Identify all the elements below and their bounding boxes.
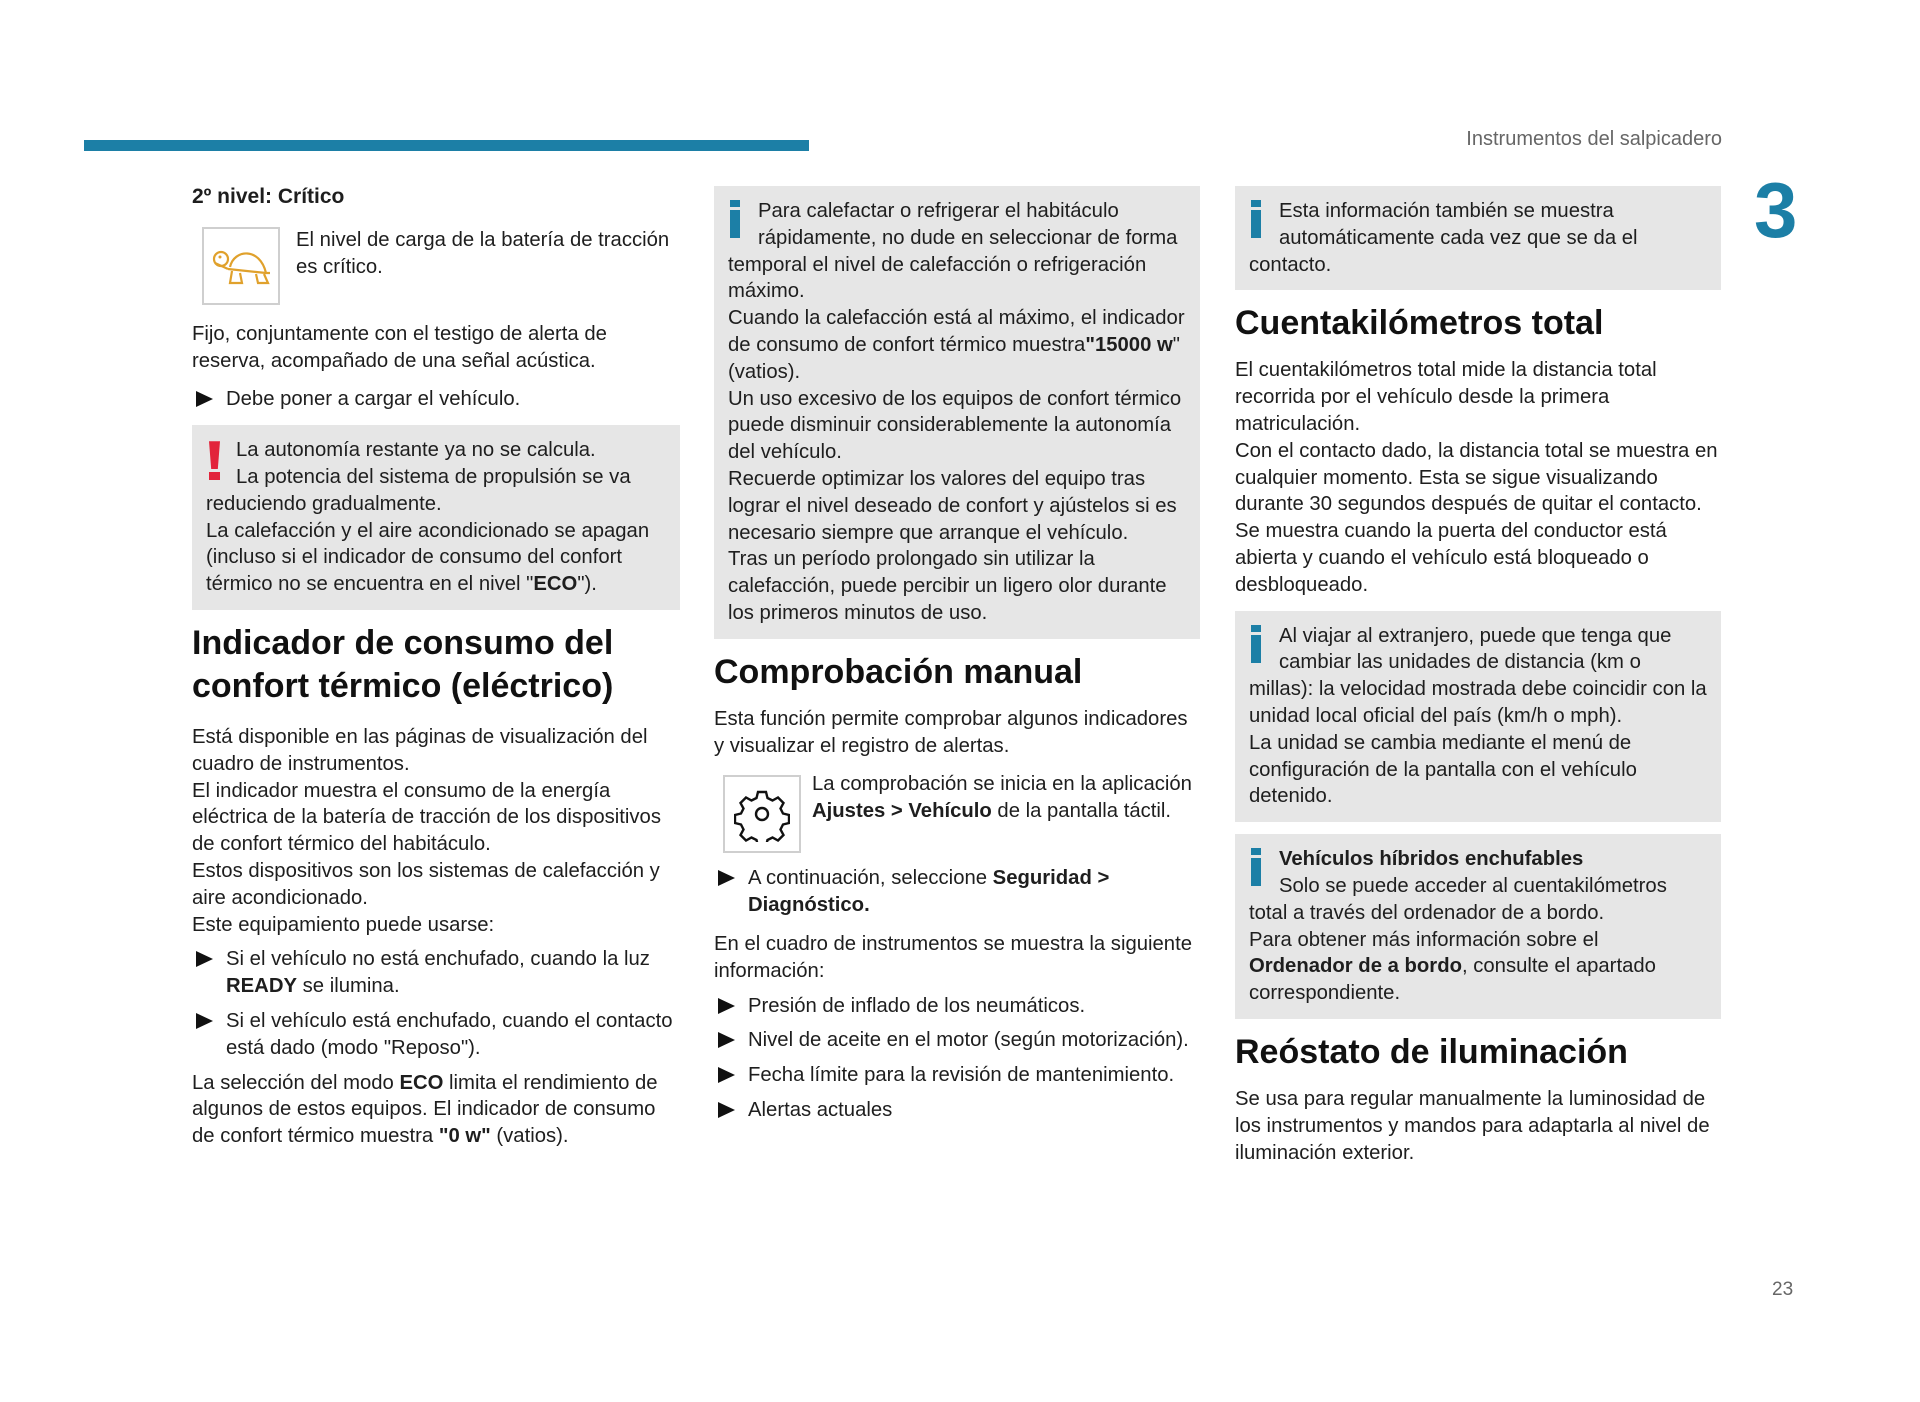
text-run: Recuerde optimizar los valores del equipo tras lograr el nivel deseado de confort y ajústelos si es necesario siempre que arranque el vehículo. bbox=[728, 467, 1177, 544]
text-run: Este equipamiento puede usarse: bbox=[192, 913, 495, 936]
warning-exclamation-icon bbox=[206, 437, 232, 477]
dimmer-paragraph: Se usa para regular manualmente la luminosidad de los instrumentos y mandos para adaptarla al nivel de iluminación exterior. bbox=[1235, 1087, 1710, 1164]
text-run: Al viajar al extranjero, puede que tenga que cambiar las unidades de distancia (km o millas): la velocidad mostrada debe coincidir con la unidad local oficial del país (km/h o mph). bbox=[1249, 624, 1707, 727]
bold-text: READY bbox=[226, 975, 297, 998]
list-item bbox=[714, 993, 1200, 1020]
section-heading-thermal: Indicador de consumo del confort térmico (eléctrico) bbox=[192, 623, 614, 705]
info-box bbox=[1235, 186, 1721, 290]
chapter-number: 3 bbox=[1754, 166, 1798, 254]
text-run: El cuentakilómetros total mide la distancia total recorrida por el vehículo desde la primera matriculación. bbox=[1235, 359, 1657, 435]
info-icon bbox=[1249, 846, 1275, 886]
text-run: La autonomía restante ya no se calcula. bbox=[236, 439, 596, 462]
bullet-text: Debe poner a cargar el vehículo. bbox=[226, 388, 521, 411]
warning-box bbox=[192, 425, 680, 610]
text-run: Está disponible en las páginas de visualización del cuadro de instrumentos. bbox=[192, 725, 648, 775]
bullet-text bbox=[226, 948, 650, 997]
header-accent-bar bbox=[84, 140, 809, 151]
bullet-item bbox=[714, 865, 1200, 919]
triangle-bullet-icon bbox=[718, 1067, 735, 1083]
odometer-paragraph bbox=[1235, 357, 1721, 598]
bullet-text bbox=[226, 1010, 673, 1059]
gear-row bbox=[714, 771, 1200, 853]
list-text: Alertas actuales bbox=[748, 1098, 893, 1121]
info-icon bbox=[1249, 623, 1275, 663]
level-text: El nivel de carga de la batería de tracción es crítico. bbox=[296, 228, 670, 278]
bold-text: Seguridad > Diagnóstico. bbox=[748, 867, 1110, 917]
list-item bbox=[714, 1062, 1200, 1089]
text-run: Con el contacto dado, la distancia total se muestra en cualquier momento. Esta se sigue visualizando durante 30 segundos después de quitar el contacto. Se muestra cuando la puerta del conductor está abierta y cuando el vehículo está bloqueado o desbloqueado. bbox=[1235, 439, 1718, 596]
page-number: 23 bbox=[1772, 1279, 1794, 1300]
info-text bbox=[1249, 623, 1707, 811]
section-title: Instrumentos del salpicadero bbox=[1466, 128, 1722, 150]
text-run: Esta información también se muestra automáticamente cada vez que se da el contacto. bbox=[1249, 200, 1638, 276]
section-heading-odometer: Cuentakilómetros total bbox=[1235, 304, 1604, 343]
bold-text: Vehículos híbridos enchufables bbox=[1279, 848, 1584, 871]
thermal-paragraph bbox=[192, 724, 680, 938]
text-run: La comprobación se inicia en la aplicación bbox=[812, 773, 1192, 796]
bold-text: Ordenador de a bordo bbox=[1249, 955, 1462, 978]
triangle-bullet-icon bbox=[718, 1102, 735, 1118]
text-run: de la pantalla táctil. bbox=[991, 800, 1172, 823]
triangle-bullet-icon bbox=[718, 998, 735, 1014]
column-1 bbox=[192, 184, 680, 1150]
text-run: Si el vehículo no está enchufado, cuando la luz bbox=[226, 948, 650, 971]
eco-paragraph bbox=[192, 1070, 680, 1150]
triangle-bullet-icon bbox=[718, 870, 735, 886]
text-run: Cuando la calefacción está al máximo, el indicador de consumo de confort térmico muestra bbox=[728, 307, 1185, 356]
level-title: 2º nivel: Crítico bbox=[192, 185, 345, 208]
info-box bbox=[714, 186, 1200, 639]
warning-text bbox=[206, 437, 666, 598]
triangle-bullet-icon bbox=[196, 391, 213, 407]
gear-icon bbox=[723, 775, 801, 853]
text-run: Tras un período prolongado sin utilizar la calefacción, puede percibir un ligero olor durante los primeros minutos de uso. bbox=[728, 548, 1167, 624]
bold-text: ECO bbox=[533, 573, 578, 596]
level-row bbox=[192, 227, 680, 305]
info-text bbox=[728, 198, 1186, 627]
text-run: Solo se puede acceder al cuentakilómetros total a través del ordenador de a bordo. bbox=[1249, 874, 1667, 924]
bullet-item bbox=[192, 946, 680, 1000]
gear-text bbox=[812, 771, 1200, 825]
list-text: Fecha límite para la revisión de mantenimiento. bbox=[748, 1064, 1175, 1087]
section-heading-manual-check: Comprobación manual bbox=[714, 652, 1083, 691]
reserve-paragraph: Fijo, conjuntamente con el testigo de alerta de reserva, acompañado de una señal acústica. bbox=[192, 322, 607, 372]
column-2 bbox=[714, 186, 1200, 1124]
triangle-bullet-icon bbox=[196, 1013, 213, 1029]
triangle-bullet-icon bbox=[196, 951, 213, 967]
bullet-text bbox=[748, 867, 1109, 916]
text-run: Para calefactar o refrigerar el habitáculo rápidamente, no dude en seleccionar de forma temporal el nivel de calefacción o refrigeración máximo. bbox=[728, 200, 1178, 303]
info-box bbox=[1235, 611, 1721, 823]
text-run: La calefacción y el aire acondicionado se apagan (incluso si el indicador de consumo del confort térmico no se encuentra en el nivel " bbox=[206, 519, 650, 596]
text-run: "). bbox=[577, 573, 597, 596]
text-run: La selección del modo bbox=[192, 1071, 400, 1094]
text-run: Un uso excesivo de los equipos de confort térmico puede disminuir considerablemente la autonomía del vehículo. bbox=[728, 387, 1182, 464]
text-run: A continuación, seleccione bbox=[748, 867, 993, 890]
info-icon bbox=[728, 198, 754, 238]
bold-text: Ajustes > Vehículo bbox=[812, 800, 992, 823]
text-run: El indicador muestra el consumo de la energía eléctrica de la batería de tracción de los dispositivos de confort térmico del habitáculo. bbox=[192, 779, 661, 856]
text-run: Si el vehículo está enchufado, cuando el contacto está dado (modo "Reposo"). bbox=[226, 1009, 673, 1059]
list-item bbox=[714, 1097, 1200, 1124]
list-text: Nivel de aceite en el motor (según motorización). bbox=[748, 1029, 1189, 1052]
bullet-item bbox=[192, 1008, 680, 1062]
section-heading-dimmer: Reóstato de iluminación bbox=[1235, 1032, 1628, 1071]
text-run: (vatios). bbox=[490, 1125, 569, 1148]
text-run: Para obtener más información sobre el bbox=[1249, 928, 1599, 951]
bold-text: "15000 w bbox=[1085, 333, 1173, 356]
bold-text: ECO bbox=[399, 1071, 444, 1094]
text-run: Estos dispositivos son los sistemas de calefacción y aire acondicionado. bbox=[192, 859, 660, 909]
bullet-item bbox=[192, 386, 680, 413]
manual-check-paragraph: Esta función permite comprobar algunos indicadores y visualizar el registro de alertas. bbox=[714, 707, 1188, 757]
text-run: se ilumina. bbox=[297, 975, 400, 998]
text-run: " (vatios). bbox=[728, 333, 1180, 383]
turtle-icon bbox=[202, 227, 280, 305]
text-run: La potencia del sistema de propulsión se va reduciendo gradualmente. bbox=[206, 465, 631, 515]
list-item bbox=[714, 1027, 1200, 1054]
text-run: limita el rendimiento de algunos de estos equipos. El indicador de consumo de confort térmico muestra bbox=[192, 1071, 658, 1148]
info-paragraph: En el cuadro de instrumentos se muestra la siguiente información: bbox=[714, 932, 1192, 982]
bold-text: "0 w" bbox=[438, 1125, 491, 1148]
list-text: Presión de inflado de los neumáticos. bbox=[748, 994, 1086, 1017]
column-3 bbox=[1235, 186, 1721, 1166]
info-box bbox=[1235, 834, 1721, 1019]
text-run: La unidad se cambia mediante el menú de configuración de la pantalla con el vehículo detenido. bbox=[1249, 731, 1637, 808]
info-text bbox=[1249, 198, 1707, 278]
info-text bbox=[1249, 846, 1707, 1007]
triangle-bullet-icon bbox=[718, 1032, 735, 1048]
info-icon bbox=[1249, 198, 1275, 238]
text-run: , consulte el apartado correspondiente. bbox=[1249, 955, 1656, 1005]
